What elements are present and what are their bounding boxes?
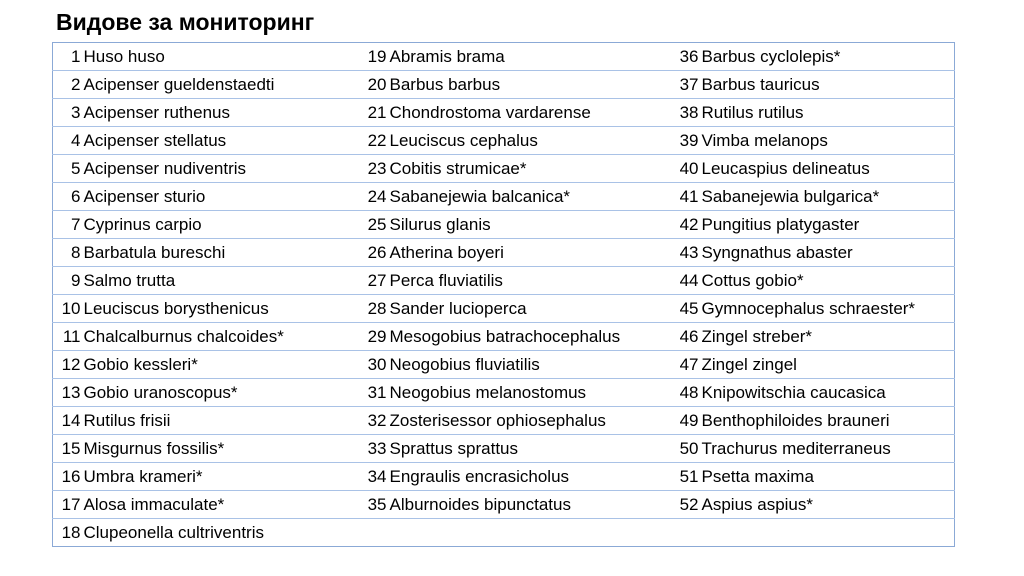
species-name: Huso huso <box>83 47 165 66</box>
species-name: Neogobius fluviatilis <box>389 351 665 379</box>
species-name: Sabanejewia bulgarica* <box>701 183 955 211</box>
species-number: 23 <box>359 155 389 183</box>
species-number: 27 <box>359 267 389 295</box>
species-number <box>665 519 701 547</box>
species-number: 38 <box>665 99 701 127</box>
species-number: 35 <box>359 491 389 519</box>
species-table <box>52 42 955 547</box>
table-row <box>53 183 955 211</box>
species-number: 36 <box>679 47 699 66</box>
species-number: 15 <box>53 435 83 463</box>
species-number: 16 <box>53 463 83 491</box>
species-number: 42 <box>665 211 701 239</box>
species-name: Leuciscus borysthenicus <box>83 295 359 323</box>
species-number: 48 <box>665 379 701 407</box>
table-row <box>53 71 955 99</box>
species-number: 22 <box>359 127 389 155</box>
table-row <box>53 43 955 71</box>
table-row <box>53 491 955 519</box>
species-name: Rutilus frisii <box>83 407 359 435</box>
species-name: Neogobius melanostomus <box>389 379 665 407</box>
species-name <box>701 519 955 547</box>
species-name: Gobio uranoscopus* <box>83 379 359 407</box>
species-name: Vimba melanops <box>701 127 955 155</box>
species-name: Acipenser sturio <box>83 183 359 211</box>
species-number: 24 <box>359 183 389 211</box>
species-name: Barbus cyclolepis* <box>701 47 841 66</box>
table-row <box>53 323 955 351</box>
species-name: Misgurnus fossilis* <box>83 435 359 463</box>
table-row <box>53 155 955 183</box>
species-name: Zosterisessor ophiosephalus <box>389 407 665 435</box>
species-name: Silurus glanis <box>389 211 665 239</box>
species-number: 8 <box>53 239 83 267</box>
species-name: Sander lucioperca <box>389 295 665 323</box>
species-number: 5 <box>53 155 83 183</box>
table-row <box>53 127 955 155</box>
species-name: Aspius aspius* <box>701 491 955 519</box>
species-number: 43 <box>665 239 701 267</box>
species-number: 40 <box>665 155 701 183</box>
species-number: 49 <box>665 407 701 435</box>
species-number: 2 <box>53 71 83 99</box>
table-row <box>53 211 955 239</box>
species-name: Chalcalburnus chalcoides* <box>83 323 359 351</box>
species-number: 21 <box>359 99 389 127</box>
species-number: 3 <box>53 99 83 127</box>
species-number: 28 <box>359 295 389 323</box>
species-name: Umbra krameri* <box>83 463 359 491</box>
species-name: Acipenser ruthenus <box>83 99 359 127</box>
species-name: Syngnathus abaster <box>701 239 955 267</box>
species-number: 46 <box>665 323 701 351</box>
page-title: Видове за мониторинг <box>56 9 315 35</box>
species-number: 26 <box>359 239 389 267</box>
species-name: Rutilus rutilus <box>701 99 955 127</box>
species-name: Cobitis strumicae* <box>389 155 665 183</box>
species-number: 33 <box>359 435 389 463</box>
species-number: 4 <box>53 127 83 155</box>
species-name: Zingel zingel <box>701 351 955 379</box>
species-name: Perca fluviatilis <box>389 267 665 295</box>
species-number: 37 <box>665 71 701 99</box>
species-number: 41 <box>665 183 701 211</box>
table-row <box>53 239 955 267</box>
species-name: Leucaspius delineatus <box>701 155 955 183</box>
species-number: 6 <box>53 183 83 211</box>
species-number: 1 <box>71 47 81 66</box>
species-number: 9 <box>53 267 83 295</box>
species-name: Alosa immaculate* <box>83 491 359 519</box>
table-row <box>53 267 955 295</box>
species-number <box>359 519 389 547</box>
species-number: 32 <box>359 407 389 435</box>
species-number: 30 <box>359 351 389 379</box>
species-number: 44 <box>665 267 701 295</box>
species-number: 50 <box>665 435 701 463</box>
species-number: 52 <box>665 491 701 519</box>
species-name: Cottus gobio* <box>701 267 955 295</box>
species-name: Cyprinus carpio <box>83 211 359 239</box>
species-name: Clupeonella cultriventris <box>83 519 359 547</box>
species-number: 14 <box>53 407 83 435</box>
species-name: Zingel streber* <box>701 323 955 351</box>
species-number: 19 <box>367 47 387 66</box>
species-number: 7 <box>53 211 83 239</box>
species-table-body <box>53 43 955 547</box>
table-row <box>53 519 955 547</box>
species-name: Knipowitschia caucasica <box>701 379 955 407</box>
species-name: Gymnocephalus schraester* <box>701 295 955 323</box>
species-number: 51 <box>665 463 701 491</box>
species-name: Benthophiloides brauneri <box>701 407 955 435</box>
species-name: Pungitius platygaster <box>701 211 955 239</box>
species-name: Sprattus sprattus <box>389 435 665 463</box>
species-name: Salmo trutta <box>83 267 359 295</box>
species-number: 17 <box>53 491 83 519</box>
table-row <box>53 435 955 463</box>
species-name: Barbatula bureschi <box>83 239 359 267</box>
species-number: 12 <box>53 351 83 379</box>
species-name: Acipenser gueldenstaedti <box>83 71 359 99</box>
table-row <box>53 379 955 407</box>
species-name: Barbus barbus <box>389 71 665 99</box>
species-number: 34 <box>359 463 389 491</box>
table-row <box>53 463 955 491</box>
species-number: 29 <box>359 323 389 351</box>
species-number: 18 <box>53 519 83 547</box>
species-name: Acipenser nudiventris <box>83 155 359 183</box>
species-name: Gobio kessleri* <box>83 351 359 379</box>
table-row <box>53 407 955 435</box>
table-row <box>53 351 955 379</box>
species-number: 20 <box>359 71 389 99</box>
species-number: 11 <box>53 323 83 351</box>
species-name: Acipenser stellatus <box>83 127 359 155</box>
species-name: Abramis brama <box>389 47 505 66</box>
species-number: 39 <box>665 127 701 155</box>
species-name: Alburnoides bipunctatus <box>389 491 665 519</box>
species-number: 45 <box>665 295 701 323</box>
species-number: 47 <box>665 351 701 379</box>
species-name <box>389 519 665 547</box>
species-name: Trachurus mediterraneus <box>701 435 955 463</box>
table-row <box>53 295 955 323</box>
species-name: Leuciscus cephalus <box>389 127 665 155</box>
species-number: 13 <box>53 379 83 407</box>
table-row <box>53 99 955 127</box>
species-name: Atherina boyeri <box>389 239 665 267</box>
species-name: Engraulis encrasicholus <box>389 463 665 491</box>
species-name: Psetta maxima <box>701 463 955 491</box>
species-name: Chondrostoma vardarense <box>389 99 665 127</box>
species-name: Barbus tauricus <box>701 71 955 99</box>
species-name: Sabanejewia balcanica* <box>389 183 665 211</box>
species-number: 31 <box>359 379 389 407</box>
species-number: 25 <box>359 211 389 239</box>
species-number: 10 <box>53 295 83 323</box>
species-name: Mesogobius batrachocephalus <box>389 323 665 351</box>
